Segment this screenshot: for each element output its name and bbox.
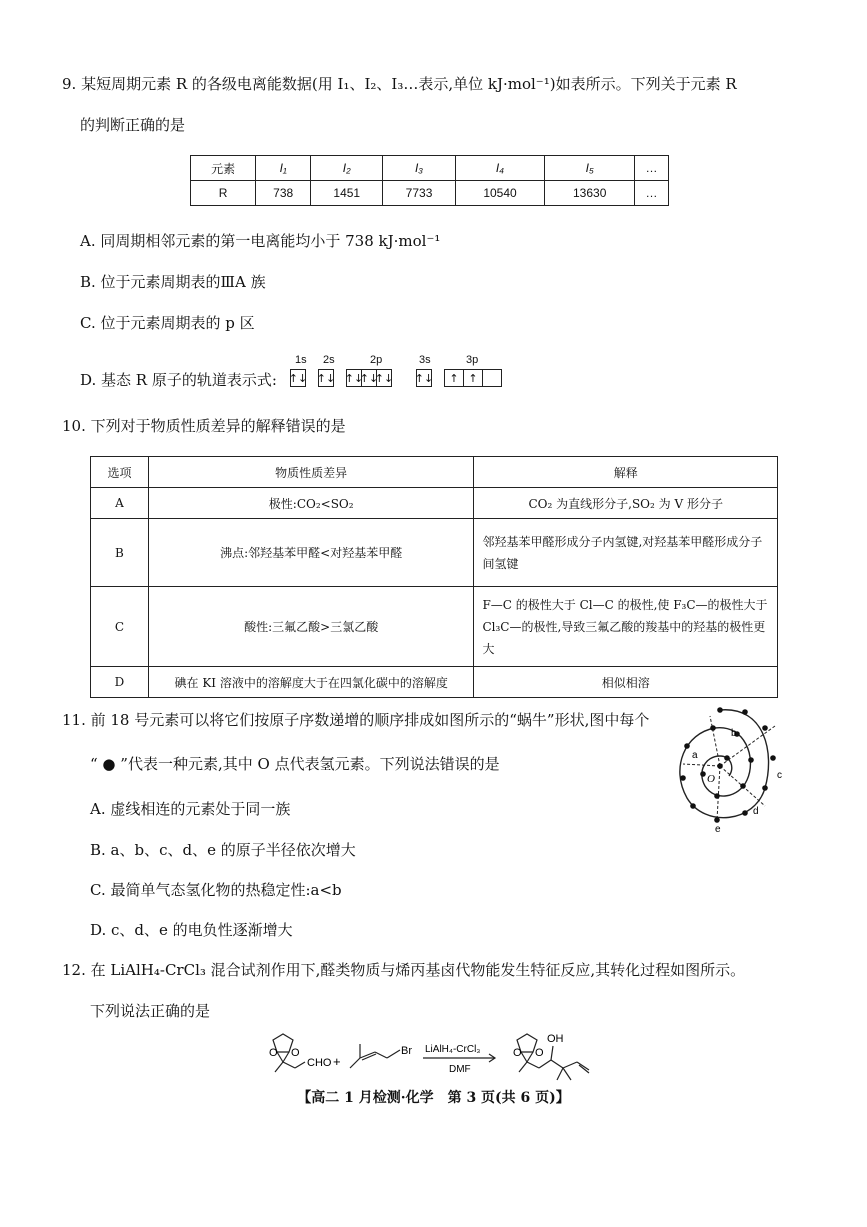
table-row [91,519,778,587]
plus-sign: + [333,1054,341,1069]
orbital-label-2s: 2s [323,354,335,366]
table-row [91,488,778,519]
table-header-cell: I₄ [455,156,545,181]
table-cell: 1451 [311,181,383,206]
aldehyde-label: CHO [307,1057,332,1069]
q9-option-d: D. 基态 R 原子的轨道表示式: [80,371,277,389]
label-c: c [777,770,782,781]
q11-stem-line2: “ ● ”代表一种元素,其中 O 点代表氢元素。下列说法错误的是 [90,755,500,773]
property-table [90,456,778,698]
q11-option-c: C. 最简单气态氢化物的热稳定性:a<b [90,881,342,899]
label-a: a [692,750,698,761]
table-header-cell: I₃ [383,156,455,181]
table-header-cell: 物质性质差异 [148,457,474,488]
orbital-label-1s: 1s [295,354,307,366]
q12-stem-line2: 下列说法正确的是 [90,1002,211,1020]
q11-option-d: D. c、d、e 的电负性逐渐增大 [90,921,293,939]
table-header-cell: … [635,156,669,181]
reagent-top: LiAlH₄-CrCl₃ [425,1044,481,1055]
table-row [91,587,778,667]
orbital-label-2p: 2p [370,354,383,366]
q9-stem-line2: 的判断正确的是 [80,116,186,134]
table-header-cell: 选项 [91,457,149,488]
table-header-cell: I₂ [311,156,383,181]
reagent-bottom: DMF [449,1064,471,1075]
table-header-cell: I₅ [545,156,635,181]
table-row [91,667,778,698]
q9-option-b: B. 位于元素周期表的ⅢA 族 [80,273,266,291]
ring-oxygen-left: O [269,1047,278,1059]
orbital-1s: ↑↓ [290,369,305,387]
ring-oxygen-right: O [291,1047,300,1059]
table-cell: 738 [256,181,311,206]
snail-diagram [665,698,790,838]
table-cell: 碘在 KI 溶液中的溶解度大于在四氯化碳中的溶解度 [148,667,474,698]
table-row [191,181,669,206]
product-oxygen-left: O [513,1047,522,1059]
table-cell: 7733 [383,181,455,206]
q11-option-a: A. 虚线相连的元素处于同一族 [90,800,291,818]
table-cell: 10540 [455,181,545,206]
q10-stem: 10. 下列对于物质性质差异的解释错误的是 [62,417,346,435]
q11-stem-line1: 11. 前 18 号元素可以将它们按原子序数递增的顺序排成如图所示的“蜗牛”形状,图中每个 [62,711,650,729]
orbital-3s: ↑↓ [416,369,431,387]
orbital-2p: ↑↓ ↑↓ ↑↓ [346,369,391,387]
table-cell: B [91,519,149,587]
table-cell: 酸性:三氟乙酸>三氯乙酸 [148,587,474,667]
q9-option-c: C. 位于元素周期表的 p 区 [80,314,255,332]
table-row [91,457,778,488]
orbital-label-3p: 3p [466,354,479,366]
label-b: b [731,728,737,739]
table-cell: A [91,488,149,519]
hydroxyl-label: OH [547,1033,564,1045]
table-header-cell: I₁ [256,156,311,181]
label-d: d [753,806,759,817]
table-cell: … [635,181,669,206]
q9-option-a: A. 同周期相邻元素的第一电离能均小于 738 kJ·mol⁻¹ [80,232,441,250]
table-cell: 相似相溶 [474,667,778,698]
orbital-2s: ↑↓ [318,369,333,387]
table-cell: 邻羟基苯甲醛形成分子内氢键,对羟基苯甲醛形成分子间氢键 [474,519,778,587]
label-o: O [707,773,715,785]
ionization-energy-table [190,155,669,206]
table-cell: CO₂ 为直线形分子,SO₂ 为 V 形分子 [474,488,778,519]
table-row [191,156,669,181]
table-cell: 沸点:邻羟基苯甲醛<对羟基苯甲醛 [148,519,474,587]
product-oxygen-right: O [535,1047,544,1059]
bromine-label: Br [401,1045,412,1057]
table-cell: F—C 的极性大于 Cl—C 的极性,使 F₃C—的极性大于 Cl₃C—的极性,导致三氟乙酸的羧基中的羟基的极性更大 [474,587,778,667]
orbital-3p: ↑ ↑ [444,369,501,387]
q9-stem-line1: 9. 某短周期元素 R 的各级电离能数据(用 I₁、I₂、I₃…表示,单位 kJ·mol⁻¹)如表所示。下列关于元素 R [62,75,737,93]
table-header-cell: 元素 [191,156,256,181]
orbital-label-3s: 3s [419,354,431,366]
q12-stem-line1: 12. 在 LiAlH₄-CrCl₃ 混合试剂作用下,醛类物质与烯丙基卤代物能发生特征反应,其转化过程如图所示。 [62,961,746,979]
reaction-scheme [255,1028,615,1083]
table-cell: 13630 [545,181,635,206]
table-cell: R [191,181,256,206]
table-header-cell: 解释 [474,457,778,488]
table-cell: D [91,667,149,698]
page-footer: 【高二 1 月检测·化学 第 3 页(共 6 页)】 [297,1090,570,1106]
table-cell: 极性:CO₂<SO₂ [148,488,474,519]
label-e: e [715,824,721,835]
q11-option-b: B. a、b、c、d、e 的原子半径依次增大 [90,841,356,859]
table-cell: C [91,587,149,667]
